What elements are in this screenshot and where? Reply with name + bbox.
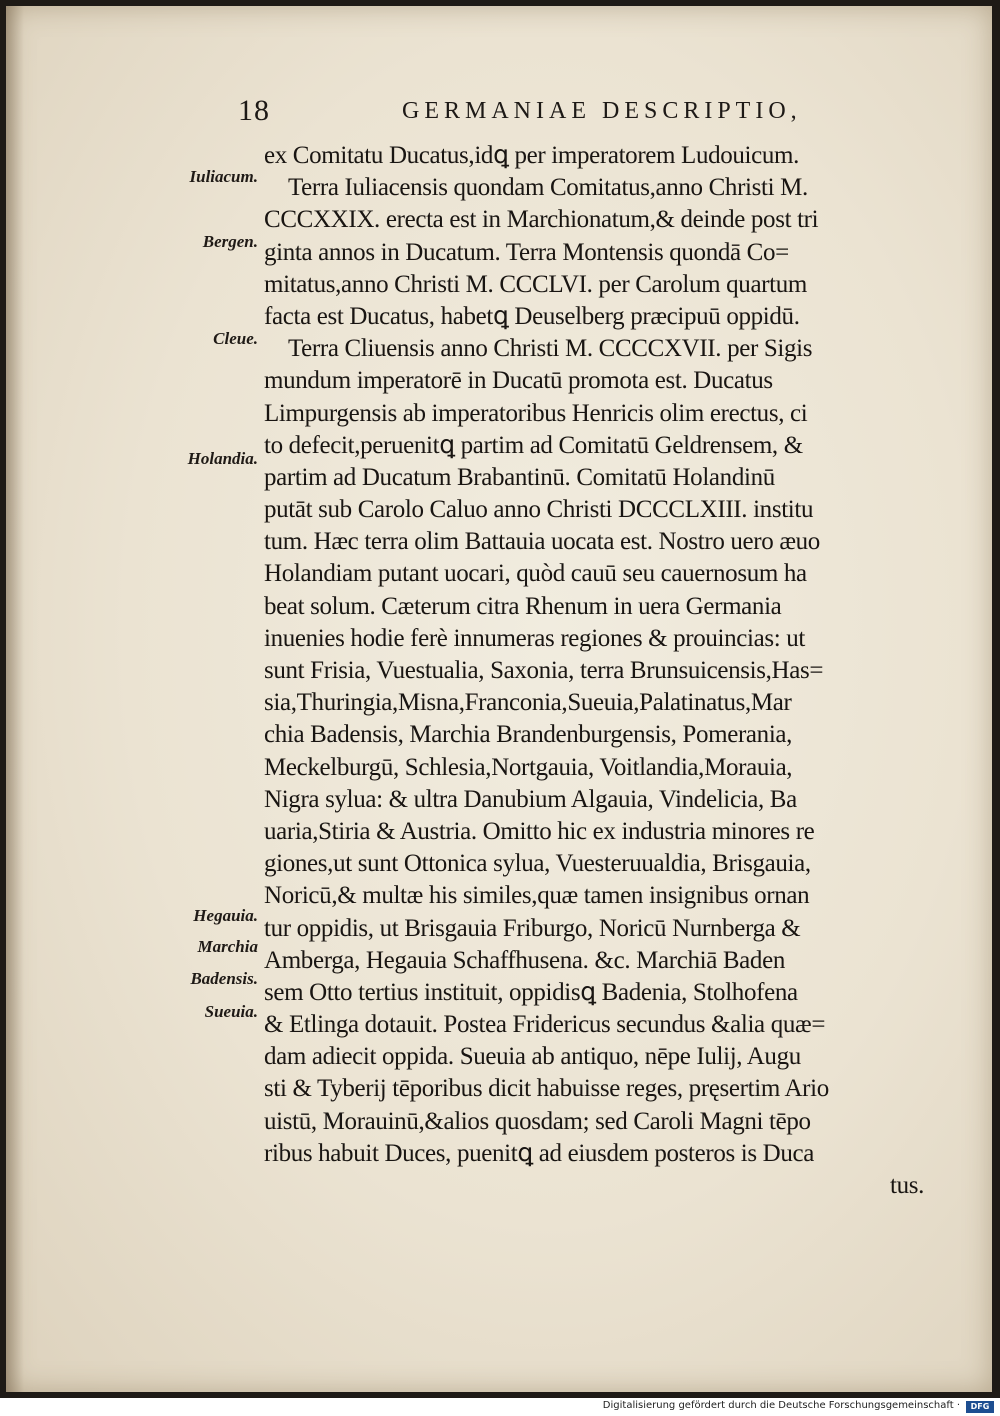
book-page (6, 6, 992, 1392)
margin-note-badensis: Badensis. (190, 969, 258, 988)
text-line: sti & Tyberij tēporibus dicit habuisse reges, pręsertim Ario (264, 1075, 829, 1103)
text-line: dam adiecit oppida. Sueuia ab antiquo, nēpe Iulij, Augu (264, 1043, 801, 1071)
funding-credit: Digitalisierung gefördert durch die Deutsche Forschungsgemeinschaft · (602, 1400, 960, 1411)
text-line: mitatus,anno Christi M. CCCLVI. per Carolum quartum (264, 270, 808, 298)
text-line: tum. Hæc terra olim Battauia uocata est. Nostro uero æuo (264, 528, 820, 556)
text-line: to defecit,peruenitꝗ partim ad Comitatū Geldrensem, & (264, 431, 803, 459)
text-line: mundum imperatorē in Ducatū promota est. Ducatus (264, 367, 773, 395)
dfg-logo: DFG (966, 1401, 994, 1413)
text-line: inuenies hodie ferè innumeras regiones & prouincias: ut (264, 624, 806, 652)
margin-note-iuliacum: Iuliacum. (189, 167, 258, 186)
text-line-catchword: tus. (889, 1172, 924, 1199)
text-line: beat solum. Cæterum citra Rhenum in uera Germania (264, 592, 782, 620)
text-line: Terra Iuliacensis quondam Comitatus,anno Christi M. (288, 174, 808, 202)
text-line: CCCXXIX. erecta est in Marchionatum,& deinde post tri (264, 206, 819, 234)
running-title: GERMANIAE DESCRIPTIO, (402, 98, 802, 124)
text-line: tur oppidis, ut Brisgauia Friburgo, Noricū Nurnberga & (264, 914, 801, 942)
text-line: uaria,Stiria & Austria. Omitto hic ex industria minores re (264, 817, 815, 845)
text-line: facta est Ducatus, habetꝗ Deuselberg præcipuū oppidū. (264, 302, 800, 330)
text-line: Terra Cliuensis anno Christi M. CCCCXVII. per Sigis (288, 335, 813, 363)
text-line: chia Badensis, Marchia Brandenburgensis, Pomerania, (264, 721, 793, 749)
text-line: ribus habuit Duces, puenitꝗ ad eiusdem posteros is Duca (264, 1139, 814, 1167)
page-header (6, 94, 992, 134)
text-line: Noricū,& multæ his similes,quæ tamen insignibus ornan (264, 882, 810, 910)
text-line: ex Comitatu Ducatus,idꝗ per imperatorem Ludouicum. (264, 142, 800, 169)
margin-note-sueuia: Sueuia. (204, 1002, 258, 1021)
margin-note-cleue: Cleue. (213, 329, 258, 348)
text-line: uistū, Morauinū,&alios quosdam; sed Caroli Magni tēpo (264, 1107, 811, 1135)
text-line: giones,ut sunt Ottonica sylua, Vuesteruualdia, Brisgauia, (264, 850, 811, 878)
text-line: putāt sub Carolo Caluo anno Christi DCCCLXIII. institu (264, 496, 814, 524)
text-line: sia,Thuringia,Misna,Franconia,Sueuia,Palatinatus,Mar (264, 689, 792, 717)
text-line: ginta annos in Ducatum. Terra Montensis quondā Co= (264, 238, 789, 266)
text-line: Limpurgensis ab imperatoribus Henricis olim erectus, ci (264, 399, 808, 427)
text-line: sem Otto tertius instituit, oppidisꝗ Badenia, Stolhofena (264, 978, 798, 1006)
digitization-footer (0, 1398, 1000, 1416)
body-text (264, 140, 924, 1202)
text-line: partim ad Ducatum Brabantinū. Comitatū Holandinū (264, 463, 775, 491)
text-line: sunt Frisia, Vuestualia, Saxonia, terra Brunsuicensis,Has= (264, 657, 824, 684)
margin-note-hegauia: Hegauia. (193, 906, 258, 925)
text-line: Holandiam putant uocari, quòd cauū seu cauernosum ha (264, 560, 807, 588)
margin-note-marchia: Marchia (197, 937, 258, 956)
text-line: Meckelburgū, Schlesia,Nortgauia, Voitlandia,Morauia, (264, 753, 793, 781)
margin-note-holandia: Holandia. (187, 449, 258, 468)
text-line: Nigra sylua: & ultra Danubium Algauia, Vindelicia, Ba (264, 785, 797, 813)
page-number: 18 (238, 94, 270, 127)
text-line: & Etlinga dotauit. Postea Fridericus secundus &alia quæ= (264, 1011, 826, 1039)
text-line: Amberga, Hegauia Schaffhusena. &c. Marchiā Baden (264, 946, 785, 974)
margin-note-bergen: Bergen. (202, 232, 258, 251)
